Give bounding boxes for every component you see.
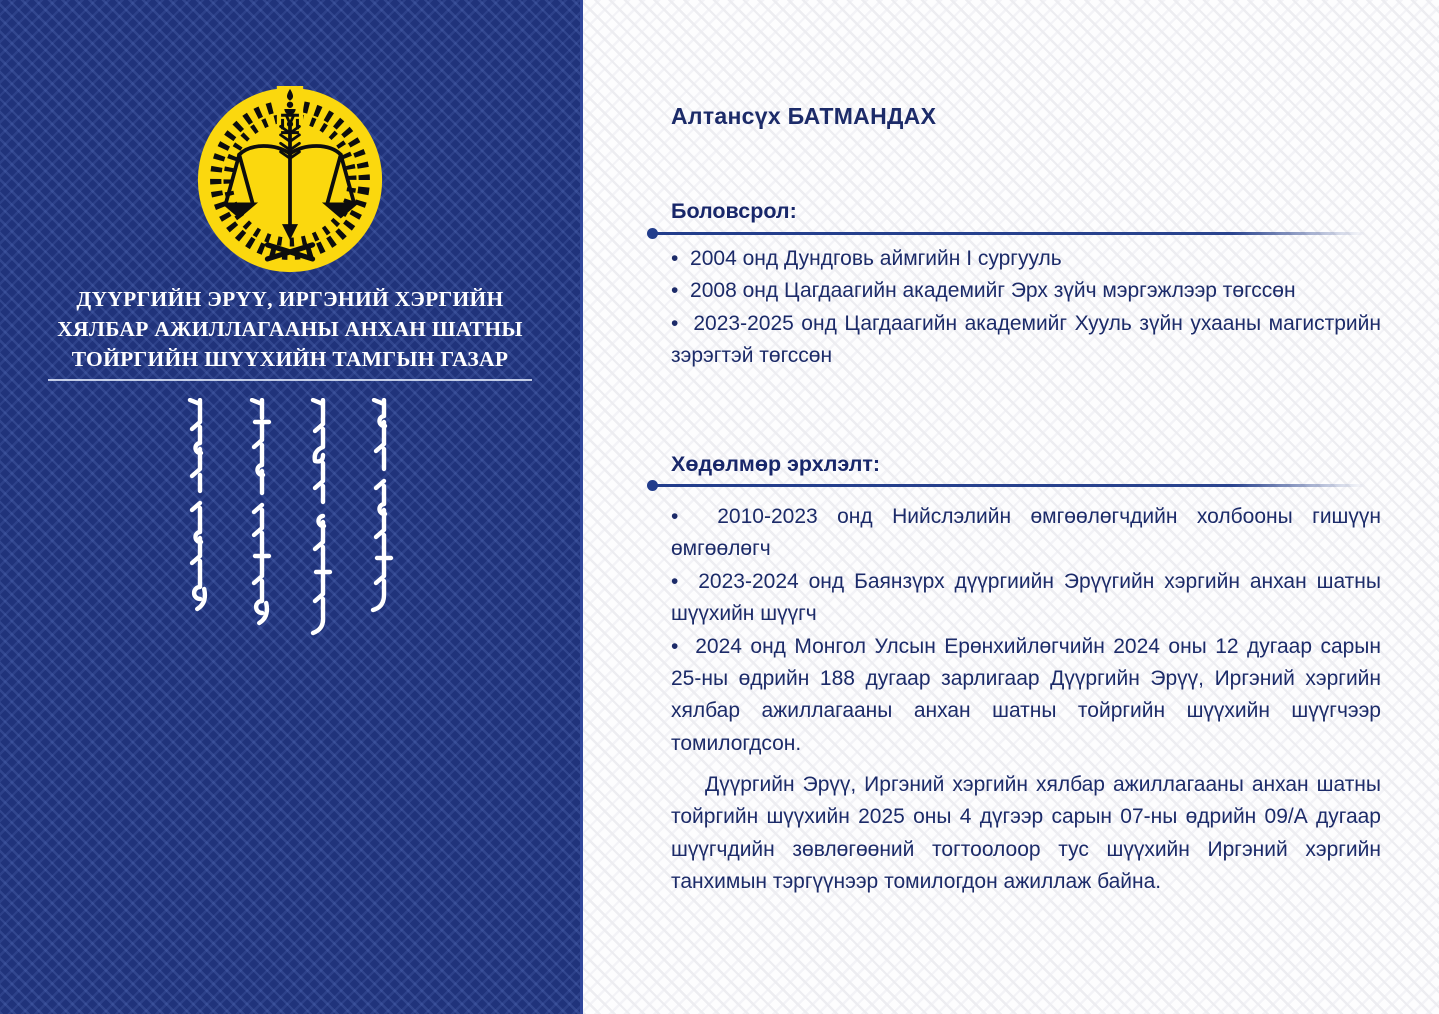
divider-line <box>657 484 1395 487</box>
section-heading-employment: Хөдөлмөр эрхлэлт: <box>671 452 881 476</box>
mongolian-script-column <box>373 400 391 610</box>
mongolian-script-column <box>190 400 205 609</box>
list-item: • 2024 онд Монгол Улсын Ерөнхийлөгчийн 2024 оны 12 дугаар сарын 25-ны өдрийн 188 дугаар зарлигаар Дүүргийн Эрүү, Иргэний хэргийн хялбар ажиллагааны анхан шатны тойргийн шүүхийн шүүгчээр томилогдсон. <box>671 631 1381 761</box>
list-item: • 2023-2025 онд Цагдаагийн академийг Хууль зүйн ухааны магистрийн зэрэгтэй төгссөн <box>671 308 1381 373</box>
closing-paragraph: Дүүргийн Эрүү, Иргэний хэргийн хялбар ажиллагааны анхан шатны тойргийн шүүхийн 2025 оны 4 дүгээр сарын 07-ны өдрийн 09/А дугаар шүүгчдийн зөвлөгөөний тогтоолоор тус шүүхийн Иргэний хэргийн танхимын тэргүүнээр томилогдон ажиллаж байна. <box>671 773 1381 894</box>
mongolian-script-column <box>252 400 269 623</box>
employment-list <box>671 501 1381 760</box>
list-item: • 2010-2023 онд Нийслэлийн өмгөөлөгчдийн холбооны гишүүн өмгөөлөгч <box>671 501 1381 566</box>
section-divider <box>647 228 1395 238</box>
organization-title-line: ХЯЛБАР АЖИЛЛАГААНЫ АНХАН ШАТНЫ <box>57 317 523 341</box>
organization-title-line: ТОЙРГИЙН ШҮҮХИЙН ТАМГЫН ГАЗАР <box>71 347 509 371</box>
list-item: • 2004 онд Дундговь аймгийн I сургууль <box>671 243 1381 275</box>
section-heading-education: Боловсрол: <box>671 199 797 223</box>
court-sidebar <box>0 0 583 1014</box>
person-name: Алтансүх БАТМАНДАХ <box>671 103 937 129</box>
list-item: • 2008 онд Цагдаагийн академийг Эрх зүйч мэргэжлээр төгссөн <box>671 275 1381 307</box>
mongolian-script-column <box>313 400 330 633</box>
traditional-mongolian-script <box>163 398 417 706</box>
court-emblem-scales-of-justice-icon <box>196 86 384 274</box>
profile-content <box>583 0 1439 1014</box>
organization-title-line: ДҮҮРГИЙН ЭРҮҮ, ИРГЭНИЙ ХЭРГИЙН <box>76 287 504 311</box>
education-list <box>671 243 1381 373</box>
section-divider <box>647 480 1395 490</box>
title-underline <box>48 379 532 381</box>
divider-line <box>657 232 1395 235</box>
organization-title <box>0 284 580 374</box>
list-item: • 2023-2024 онд Баянзүрх дүүргиийн Эрүүгийн хэргийн анхан шатны шүүхийн шүүгч <box>671 566 1381 631</box>
